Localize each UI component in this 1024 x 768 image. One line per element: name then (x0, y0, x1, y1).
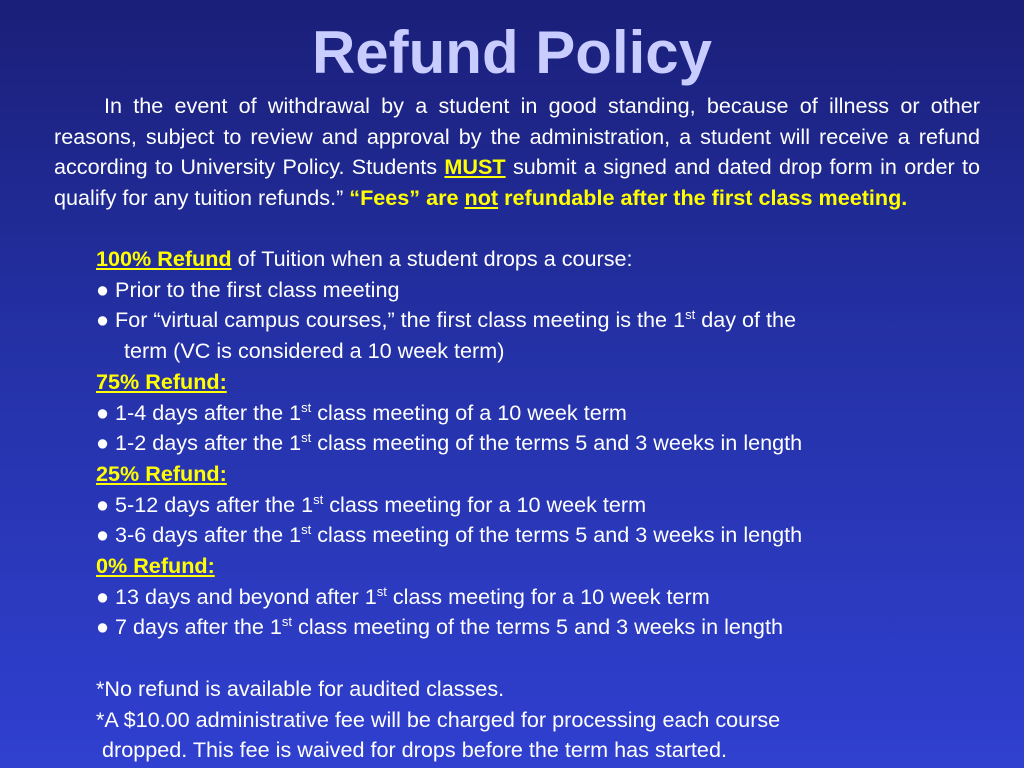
list-item-text: class meeting for a 10 week term (386, 583, 710, 609)
note-fee-continuation: dropped. This fee is waived for drops before the term has started. (102, 737, 727, 763)
heading-100-rest: of Tuition when a student drops a course: (231, 246, 633, 271)
must-emphasis: MUST (444, 154, 506, 180)
list-item-continuation: term (VC is considered a 10 week term) (124, 338, 505, 364)
heading-25-label: 25% Refund: (96, 460, 227, 486)
not-emphasis: not (464, 185, 499, 211)
fees-text-1: “Fees” are (349, 185, 465, 211)
note-fee: *A $10.00 administrative fee will be charged for processing each course (96, 706, 781, 732)
list-item-text: day of the (695, 307, 797, 333)
heading-0 (96, 551, 976, 582)
list-item-text: class meeting of the terms 5 and 3 weeks in length (311, 522, 803, 548)
list-item (96, 582, 976, 613)
list-item-text: class meeting of the terms 5 and 3 weeks in length (292, 614, 783, 640)
list-item: ● Prior to the first class meeting (96, 276, 400, 302)
heading-100 (96, 244, 976, 275)
list-item-text: class meeting of a 10 week term (311, 399, 627, 425)
ordinal-sup: st (281, 614, 293, 630)
note-audit: *No refund is available for audited classes. (96, 675, 505, 701)
list-item-text: ● 5-12 days after the 1 (96, 491, 314, 517)
list-item-text: ● 1-2 days after the 1 (96, 430, 302, 456)
list-item (96, 490, 976, 521)
list-item (96, 428, 976, 459)
list-item-text: class meeting of the terms 5 and 3 weeks in length (311, 430, 803, 456)
heading-75 (96, 367, 976, 398)
list-item (96, 612, 976, 643)
list-item-text: ● 1-4 days after the 1 (96, 399, 302, 425)
heading-25 (96, 459, 976, 490)
ordinal-sup: st (301, 522, 312, 538)
refund-schedule (96, 244, 976, 766)
heading-100-label: 100% Refund (96, 246, 232, 271)
ordinal-sup: st (301, 430, 312, 446)
fees-notice (349, 185, 907, 210)
spacer (96, 643, 976, 674)
intro-text-1: In the event of withdrawal by a student in good standing, because of illness or other reasons, subject to review and approval by the administration, a student will receive a refund according to University Policy. Students (54, 93, 980, 180)
intro-text-2: submit a signed and dated drop form in order to qualify for any tuition refunds.” (54, 154, 980, 211)
ordinal-sup: st (685, 307, 696, 323)
list-item (96, 305, 976, 336)
heading-0-label: 0% Refund: (96, 553, 215, 579)
intro-paragraph (54, 91, 980, 214)
heading-75-label: 75% Refund: (96, 368, 227, 394)
list-item-text: ● 13 days and beyond after 1 (96, 583, 377, 609)
list-item-text: class meeting for a 10 week term (323, 491, 647, 517)
list-item (96, 398, 976, 429)
list-item-text: ● For “virtual campus courses,” the first class meeting is the 1 (96, 307, 686, 333)
ordinal-sup: st (376, 583, 387, 599)
slide-title: Refund Policy (311, 19, 713, 86)
fees-text-2: refundable after the first class meeting. (498, 185, 908, 211)
list-item (96, 520, 976, 551)
ordinal-sup: st (301, 399, 312, 415)
list-item-text: ● 7 days after the 1 (96, 614, 282, 640)
ordinal-sup: st (313, 491, 324, 507)
list-item-text: ● 3-6 days after the 1 (96, 522, 302, 548)
